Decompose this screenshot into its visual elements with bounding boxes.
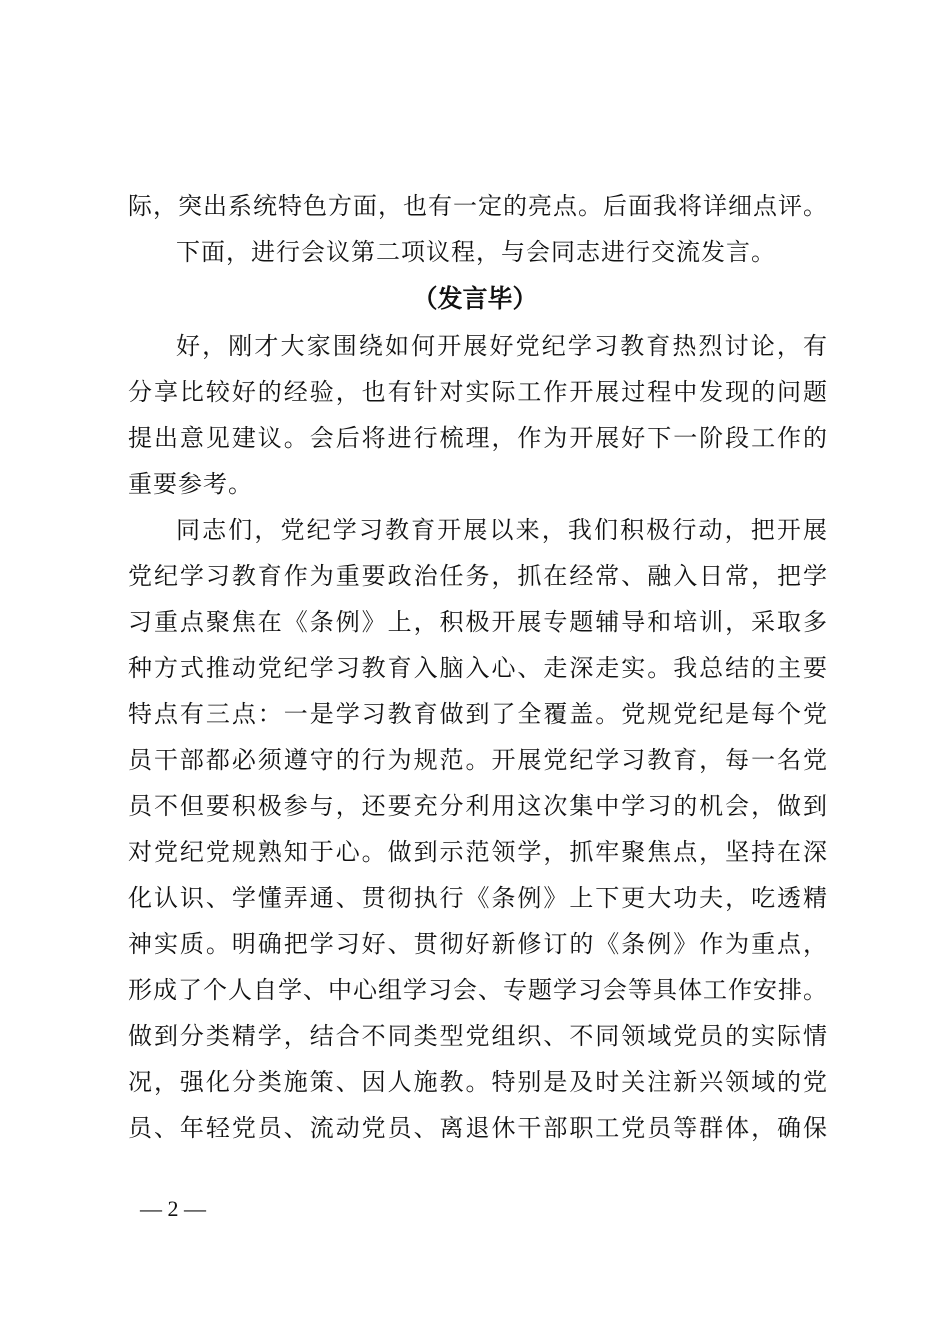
paragraph-line: 员不但要积极参与，还要充分利用这次集中学习的机会，做到: [128, 792, 828, 820]
paragraph-line: 员、年轻党员、流动党员、离退休干部职工党员等群体，确保: [128, 1114, 828, 1142]
paragraph-line-agenda: 下面，进行会议第二项议程，与会同志进行交流发言。: [176, 238, 776, 266]
paragraph-line-continuation: 际，突出系统特色方面，也有一定的亮点。后面我将详细点评。: [128, 192, 828, 220]
paragraph-line: 化认识、学懂弄通、贯彻执行《条例》上下更大功夫，吃透精: [128, 884, 828, 912]
paragraph-line: 特点有三点：一是学习教育做到了全覆盖。党规党纪是每个党: [128, 700, 828, 728]
paragraph-line: 做到分类精学，结合不同类型党组织、不同领域党员的实际情: [128, 1022, 828, 1050]
paragraph-line: 对党纪党规熟知于心。做到示范领学，抓牢聚焦点，坚持在深: [128, 838, 828, 866]
paragraph-line: 习重点聚焦在《条例》上，积极开展专题辅导和培训，采取多: [128, 608, 828, 636]
paragraph-line: 分享比较好的经验，也有针对实际工作开展过程中发现的问题: [128, 378, 828, 406]
section-heading: （发言毕）: [412, 284, 538, 313]
paragraph-line: 况，强化分类施策、因人施教。特别是及时关注新兴领域的党: [128, 1068, 828, 1096]
paragraph-line: 神实质。明确把学习好、贯彻好新修订的《条例》作为重点，: [128, 930, 828, 958]
page-number: — 2 —: [140, 1196, 206, 1221]
paragraph-line: 种方式推动党纪学习教育入脑入心、走深走实。我总结的主要: [128, 654, 828, 682]
paragraph-line: 重要参考。: [128, 470, 253, 498]
paragraph-line: 好，刚才大家围绕如何开展好党纪学习教育热烈讨论，有: [176, 332, 828, 360]
paragraph-line: 提出意见建议。会后将进行梳理，作为开展好下一阶段工作的: [128, 424, 828, 452]
paragraph-line: 形成了个人自学、中心组学习会、专题学习会等具体工作安排。: [128, 976, 828, 1004]
paragraph-line: 员干部都必须遵守的行为规范。开展党纪学习教育，每一名党: [128, 746, 828, 774]
paragraph-line: 党纪学习教育作为重要政治任务，抓在经常、融入日常，把学: [128, 562, 828, 590]
paragraph-line: 同志们，党纪学习教育开展以来，我们积极行动，把开展: [176, 516, 828, 544]
